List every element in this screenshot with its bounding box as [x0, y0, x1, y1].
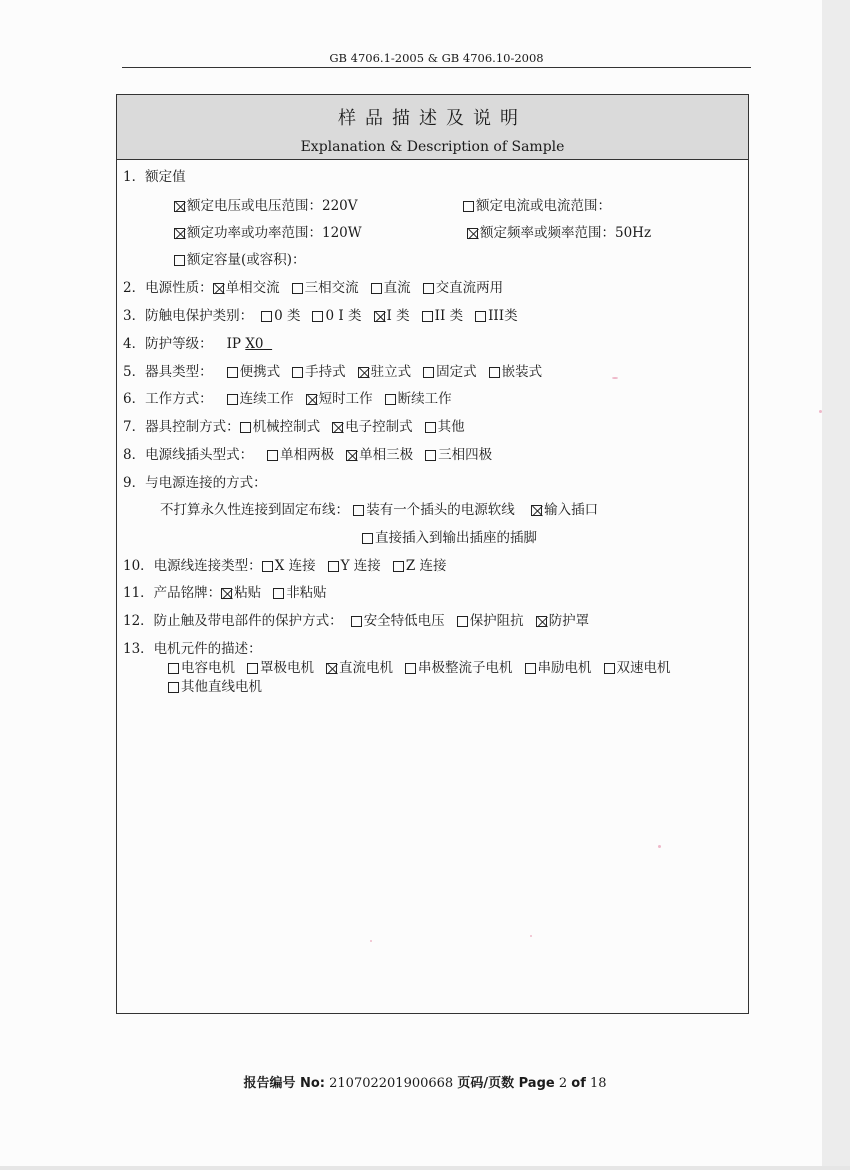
checkbox-label: 单相三极	[359, 447, 414, 463]
checkbox-icon[interactable]	[346, 450, 357, 461]
operation-row	[123, 389, 464, 409]
checkbox-icon[interactable]	[174, 255, 185, 266]
supply-options	[213, 280, 516, 296]
checkbox-option[interactable]	[374, 306, 410, 326]
checkbox-label: 双速电机	[616, 660, 671, 676]
ip-row	[123, 334, 272, 354]
checkbox-icon[interactable]	[168, 682, 179, 693]
checkbox-option[interactable]	[213, 278, 280, 298]
checkbox-icon[interactable]	[168, 663, 179, 674]
checkbox-icon[interactable]	[604, 663, 615, 674]
checkbox-option[interactable]	[312, 306, 361, 326]
connection-sub-label: 不打算永久性连接到固定布线：	[160, 502, 349, 518]
checkbox-label: 三相四极	[438, 447, 493, 463]
checkbox-icon[interactable]	[267, 450, 278, 461]
ip-value: X0	[245, 336, 264, 352]
checkbox-icon[interactable]	[374, 311, 385, 322]
connection-option-pins[interactable]: 直接插入到输出插座的插脚	[362, 528, 537, 548]
rated-current-option[interactable]: 额定电流或电流范围：	[463, 196, 611, 216]
checkbox-label: 驻立式	[370, 364, 412, 380]
checkbox-icon[interactable]	[457, 616, 468, 627]
operation-label: 6．工作方式：	[123, 391, 213, 407]
motor-label: 13．电机元件的描述：	[123, 641, 262, 657]
checkbox-label: 防护罩	[548, 613, 590, 629]
checkbox-icon[interactable]	[489, 367, 500, 378]
checkbox-option[interactable]	[385, 389, 452, 409]
checkbox-option[interactable]	[168, 658, 235, 678]
checkbox-option[interactable]	[240, 417, 321, 437]
checkbox-icon[interactable]	[174, 201, 185, 212]
scan-speck	[370, 940, 372, 942]
report-number-label: 报告编号 No:	[243, 1076, 325, 1091]
checkbox-option[interactable]	[292, 362, 346, 382]
checkbox-label: 连续工作	[239, 391, 294, 407]
live-protection-label: 12．防止触及带电部件的保护方式：	[123, 613, 343, 629]
connection-option-cord[interactable]: 装有一个插头的电源软线	[353, 500, 515, 520]
scan-speck	[819, 410, 822, 413]
scan-speck	[612, 377, 618, 379]
control-label: 7．器具控制方式：	[123, 419, 240, 435]
checkbox-option[interactable]	[168, 677, 262, 697]
checkbox-option[interactable]	[247, 658, 314, 678]
checkbox-icon[interactable]	[351, 616, 362, 627]
supply-row	[123, 278, 515, 298]
checkbox-option[interactable]	[262, 556, 316, 576]
checkbox-label: 交直流两用	[435, 280, 504, 296]
operation-options	[227, 391, 464, 407]
checkbox-label: I 类	[386, 308, 410, 324]
checkbox-option[interactable]	[306, 389, 373, 409]
checkbox-label: 串励电机	[537, 660, 592, 676]
checkbox-icon[interactable]	[405, 663, 416, 674]
checkbox-label: 粘贴	[234, 585, 262, 601]
appliance-type-row	[123, 362, 554, 382]
checkbox-icon[interactable]	[306, 394, 317, 405]
checkbox-option[interactable]	[536, 611, 590, 631]
checkbox-label: 保护阻抗	[469, 613, 524, 629]
title-band	[117, 95, 748, 160]
page-footer	[0, 1072, 850, 1091]
cord-type-label: 10．电源线连接类型：	[123, 558, 262, 574]
checkbox-label: Z 连接	[405, 558, 447, 574]
checkbox-icon[interactable]	[227, 394, 238, 405]
checkbox-icon[interactable]	[393, 561, 404, 572]
rated-power-option[interactable]: 额定功率或功率范围：120W	[174, 223, 362, 243]
checkbox-option[interactable]	[346, 445, 413, 465]
nameplate-label: 11．产品铭牌：	[123, 585, 222, 601]
checkbox-icon[interactable]	[475, 311, 486, 322]
checkbox-label: 罩极电机	[260, 660, 314, 676]
checkbox-icon[interactable]	[213, 283, 224, 294]
ip-label: 4．防护等级：	[123, 336, 213, 352]
scan-speck	[658, 845, 661, 848]
title-chinese: 样品描述及说明	[338, 108, 527, 129]
checkbox-icon[interactable]	[423, 283, 434, 294]
checkbox-label: 嵌装式	[501, 364, 543, 380]
checkbox-icon[interactable]	[328, 561, 339, 572]
control-options	[240, 419, 477, 435]
scan-edge	[822, 0, 850, 1170]
checkbox-icon[interactable]	[371, 283, 382, 294]
shock-class-row	[123, 306, 530, 326]
checkbox-option[interactable]	[273, 583, 327, 603]
checkbox-label: 其他直线电机	[181, 679, 262, 695]
title-english: Explanation & Description of Sample	[300, 139, 565, 155]
plug-options	[267, 447, 504, 463]
checkbox-option[interactable]	[475, 306, 518, 326]
checkbox-label: 手持式	[305, 364, 346, 380]
nameplate-row	[123, 583, 339, 603]
checkbox-icon[interactable]	[261, 311, 272, 322]
shock-class-options	[261, 308, 530, 324]
checkbox-label: 单相两极	[280, 447, 335, 463]
checkbox-icon[interactable]	[358, 367, 369, 378]
rated-capacity-option[interactable]: 额定容量(或容积)：	[174, 250, 306, 270]
checkbox-icon[interactable]	[423, 367, 434, 378]
checkbox-label: 短时工作	[318, 391, 373, 407]
checkbox-option[interactable]	[405, 658, 513, 678]
checkbox-label: 其他	[437, 419, 465, 435]
checkbox-option[interactable]	[227, 362, 281, 382]
checkbox-option[interactable]	[227, 389, 294, 409]
checkbox-label: 电容电机	[181, 660, 235, 676]
checkbox-option[interactable]	[267, 445, 334, 465]
checkbox-icon[interactable]	[240, 422, 251, 433]
checkbox-icon[interactable]	[467, 228, 478, 239]
checkbox-label: Y 连接	[340, 558, 381, 574]
checkbox-icon[interactable]	[353, 505, 364, 516]
checkbox-label: 机械控制式	[252, 419, 321, 435]
checkbox-icon[interactable]	[262, 561, 273, 572]
connection-label: 9．与电源连接的方式：	[123, 475, 267, 491]
checkbox-icon[interactable]	[273, 588, 284, 599]
ip-prefix: IP	[226, 336, 246, 352]
checkbox-label: 固定式	[436, 364, 477, 380]
checkbox-icon[interactable]	[463, 201, 474, 212]
cord-type-options	[262, 558, 459, 574]
checkbox-label: 电子控制式	[345, 419, 413, 435]
checkbox-label: 直流电机	[339, 660, 393, 676]
control-row	[123, 417, 477, 437]
supply-label: 2．电源性质：	[123, 280, 213, 296]
checkbox-icon[interactable]	[362, 533, 373, 544]
live-protection-options	[351, 613, 602, 629]
checkbox-icon[interactable]	[422, 311, 433, 322]
appliance-type-label: 5．器具类型：	[123, 364, 213, 380]
checkbox-option[interactable]	[292, 278, 359, 298]
nameplate-options	[221, 585, 339, 601]
checkbox-label: 单相交流	[225, 280, 280, 296]
checkbox-icon[interactable]	[525, 663, 536, 674]
checkbox-option[interactable]	[604, 658, 671, 678]
checkbox-option[interactable]	[326, 658, 393, 678]
checkbox-icon[interactable]	[227, 367, 238, 378]
checkbox-icon[interactable]	[385, 394, 396, 405]
checkbox-label: 三相交流	[304, 280, 359, 296]
checkbox-icon[interactable]	[292, 283, 303, 294]
checkbox-option[interactable]	[358, 362, 412, 382]
of-label: of	[571, 1076, 586, 1091]
checkbox-option[interactable]	[422, 306, 463, 326]
standard-header: GB 4706.1-2005 & GB 4706.10-2008	[329, 51, 544, 65]
checkbox-icon[interactable]	[425, 422, 436, 433]
checkbox-option[interactable]	[525, 658, 592, 678]
checkbox-icon[interactable]	[312, 311, 323, 322]
checkbox-icon[interactable]	[536, 616, 547, 627]
checkbox-label: X 连接	[274, 558, 316, 574]
checkbox-label: 安全特低电压	[363, 613, 445, 629]
checkbox-icon[interactable]	[174, 228, 185, 239]
appliance-type-options	[227, 364, 555, 380]
motor-options	[168, 660, 683, 676]
checkbox-label: II 类	[434, 308, 464, 324]
motor-row-1	[168, 658, 683, 678]
checkbox-option[interactable]	[371, 278, 411, 298]
plug-label: 8．电源线插头型式：	[123, 447, 254, 463]
motor-options-2	[168, 679, 274, 695]
live-protection-row	[123, 611, 601, 631]
checkbox-option[interactable]	[425, 445, 492, 465]
checkbox-label: III类	[488, 308, 518, 324]
checkbox-option[interactable]	[332, 417, 413, 437]
checkbox-icon[interactable]	[425, 450, 436, 461]
checkbox-option[interactable]	[261, 306, 300, 326]
shock-class-label: 3．防触电保护类别：	[123, 308, 254, 324]
rated-values-label: 1．额定值	[123, 169, 186, 185]
report-number: 210702201900668	[329, 1076, 454, 1091]
checkbox-icon[interactable]	[247, 663, 258, 674]
checkbox-icon[interactable]	[332, 422, 343, 433]
rated-voltage-option[interactable]: 额定电压或电压范围：220V	[174, 196, 358, 216]
connection-row	[160, 500, 610, 520]
cord-type-row	[123, 556, 458, 576]
page-total: 18	[590, 1076, 607, 1091]
motor-row-2	[168, 677, 274, 697]
checkbox-icon[interactable]	[326, 663, 337, 674]
plug-row	[123, 445, 504, 465]
page-label: 页码/页数 Page	[457, 1076, 555, 1091]
checkbox-option[interactable]	[457, 611, 524, 631]
checkbox-option[interactable]	[489, 362, 543, 382]
checkbox-option[interactable]	[423, 362, 477, 382]
page-number: 2	[558, 1076, 568, 1091]
checkbox-label: 0 I 类	[325, 308, 362, 324]
checkbox-option[interactable]	[425, 417, 465, 437]
scan-edge-bottom	[0, 1166, 850, 1170]
rated-frequency-option[interactable]: 额定频率或频率范围：50Hz	[467, 223, 651, 243]
checkbox-icon[interactable]	[221, 588, 232, 599]
scan-speck	[530, 935, 532, 937]
checkbox-icon[interactable]	[292, 367, 303, 378]
checkbox-icon[interactable]	[531, 505, 542, 516]
checkbox-label: 直流	[383, 280, 411, 296]
checkbox-label: 便携式	[239, 364, 281, 380]
checkbox-option[interactable]	[423, 278, 504, 298]
checkbox-label: 0 类	[274, 308, 301, 324]
checkbox-option[interactable]	[221, 583, 261, 603]
connection-option-inlet[interactable]: 输入插口	[531, 500, 598, 520]
checkbox-option[interactable]	[328, 556, 381, 576]
checkbox-option[interactable]	[351, 611, 445, 631]
checkbox-label: 串极整流子电机	[418, 660, 513, 676]
checkbox-label: 断续工作	[397, 391, 452, 407]
checkbox-label: 非粘贴	[286, 585, 327, 601]
header-rule	[122, 67, 751, 68]
checkbox-option[interactable]	[393, 556, 447, 576]
